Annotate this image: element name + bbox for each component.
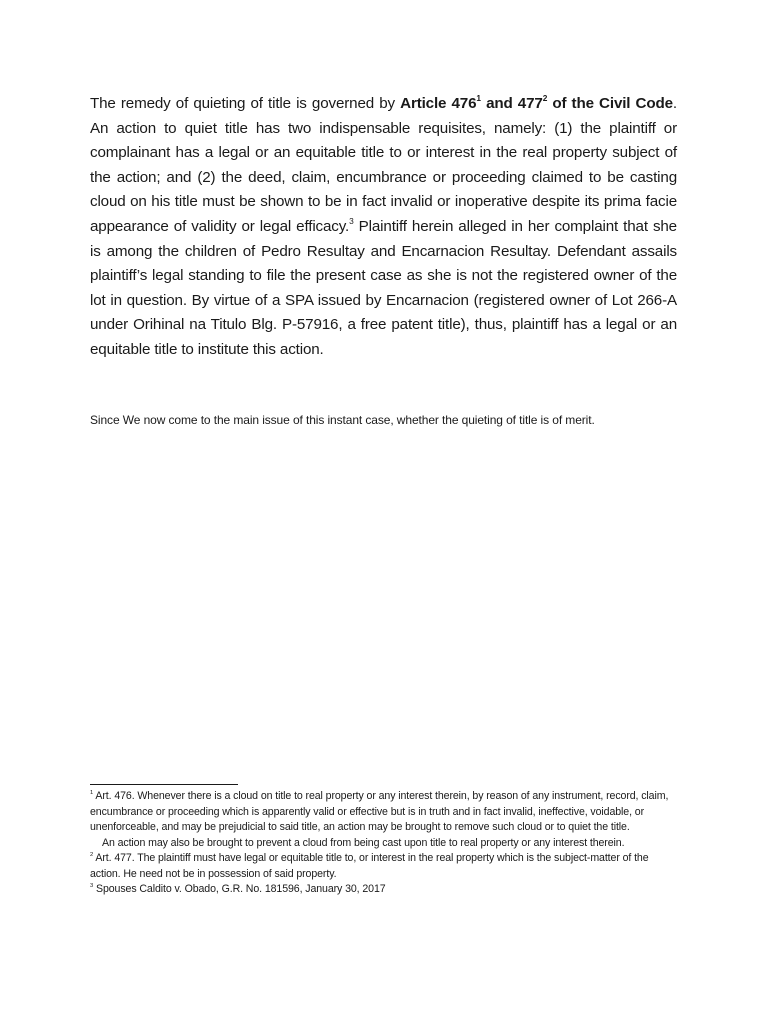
- footnote-ref-3[interactable]: 3: [349, 216, 354, 227]
- footnote-2: [90, 851, 680, 882]
- footnote-3-text: Spouses Caldito v. Obado, G.R. No. 181596, January 30, 2017: [93, 883, 386, 895]
- article-reference: [400, 95, 673, 112]
- footnote-ref-2[interactable]: 2: [542, 93, 548, 104]
- footnote-2-text: Art. 477. The plaintiff must have legal or equitable title to, or interest in the real property which is the subject-matter of the action. He need not be in possession of said property.: [90, 852, 649, 880]
- main-issue-line: Since We now come to the main issue of this instant case, whether the quieting of title is of merit.: [90, 413, 595, 427]
- footnote-3: [90, 882, 680, 898]
- plaintiff-standing-text: Plaintiff herein alleged in her complaint that she is among the children of Pedro Resultay and Encarnacion Resultay. Defendant assails plaintiff’s legal standing to file the present case as she is not the registered owner of the lot in question. By virtue of a SPA issued by Encarnacion (registered owner of Lot 266-A under Orihinal na Titulo Blg. P-57916, a free patent title), thus, plaintiff has a legal or an equitable title to institute this action.: [90, 217, 677, 358]
- civil-code-label: of the Civil Code: [547, 95, 673, 112]
- footnote-2-number: 2: [90, 851, 94, 858]
- article-476-label: Article 476: [400, 95, 477, 112]
- article-477-label: and 477: [480, 95, 543, 112]
- footnote-separator: [90, 784, 238, 785]
- footnotes-section: [90, 789, 680, 898]
- footnote-ref-1[interactable]: 1: [476, 93, 481, 104]
- footnote-1-number: 1: [90, 789, 94, 796]
- footnote-1: [90, 789, 680, 836]
- footnote-1-text: Art. 476. Whenever there is a cloud on title to real property or any interest therein, by reason of any instrument, record, claim, encumbrance or proceeding which is apparently valid or effective but is in truth and in fact invalid, ineffective, voidable, or unenforceable, and may be prejudicial to said title, an action may be brought to remove such cloud or to quiet the title.: [90, 790, 669, 833]
- requisites-text: . An action to quiet title has two indispensable requisites, namely: (1) the plaintiff or complainant has a legal or an equitable title to or interest in the real property subject of the action; and (2) the deed, claim, encumbrance or proceeding claimed to be casting cloud on his title must be shown to be in fact invalid or inoperative despite its prima facie appearance of validity or legal efficacy.: [90, 95, 677, 235]
- main-paragraph: [90, 92, 677, 363]
- footnote-1-continuation: An action may also be brought to prevent a cloud from being cast upon title to real property or any interest therein.: [102, 836, 625, 849]
- paragraph-opening: The remedy of quieting of title is governed by: [90, 95, 401, 112]
- footnote-3-number: 3: [90, 882, 94, 889]
